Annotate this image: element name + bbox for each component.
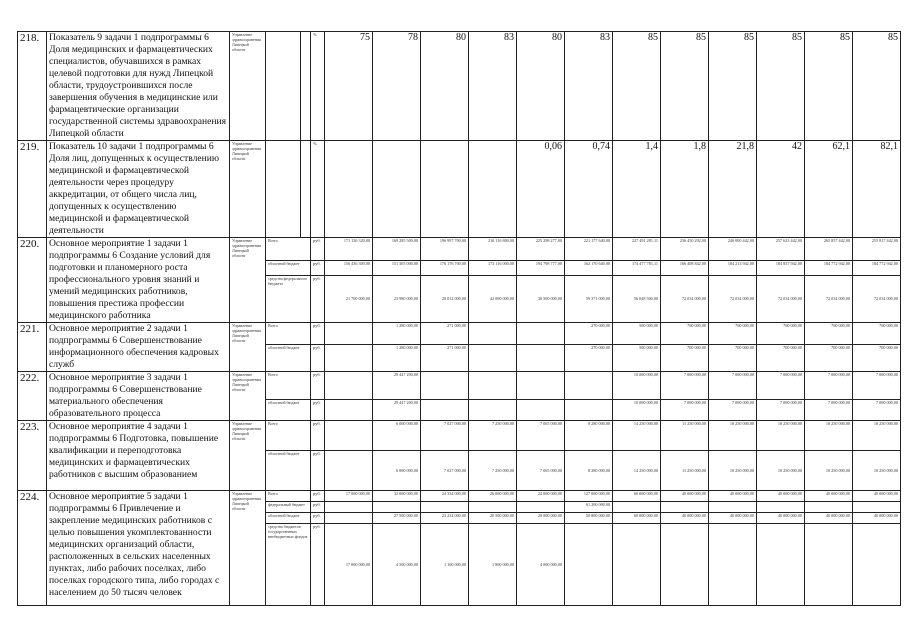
value-cell: 196 997 700,00: [421, 238, 469, 261]
unit-cell: руб.: [311, 502, 325, 513]
row-title: Основное мероприятие 1 задачи 1 подпрограммы 6 Создание условий для подготовки и планомерного роста профессионального уровня знаний и умений медицинских работников, повышения престижа профессии медицинского работника: [47, 238, 230, 323]
value-cell: 7 000 000,00: [709, 372, 757, 400]
value-cell: 72 034 000,00: [757, 275, 805, 322]
value-cell: 270 000,00: [565, 345, 613, 372]
value-cell: 221 177 640,00: [565, 238, 613, 261]
value-cell: 85: [853, 32, 901, 141]
source-cell: средства федерального бюджета: [266, 275, 311, 322]
value-cell: 24 000 000,00: [517, 491, 565, 502]
value-cell: [709, 502, 757, 513]
value-cell: 169 285 500,00: [373, 238, 421, 261]
value-cell: 80: [517, 32, 565, 141]
value-cell: 59 371 000,00: [565, 275, 613, 322]
value-cell: [325, 399, 373, 420]
unit-cell: руб.: [311, 372, 325, 400]
unit-cell: руб.: [311, 323, 325, 345]
value-cell: 255 817 442,00: [853, 238, 901, 261]
value-cell: 10 250 000,00: [853, 451, 901, 491]
value-cell: 42: [757, 141, 805, 238]
table-row: [18, 32, 901, 141]
value-cell: 10 250 000,00: [757, 421, 805, 451]
source-cell: областной бюджет: [266, 451, 311, 491]
value-cell: [373, 141, 421, 238]
unit-cell: руб.: [311, 238, 325, 261]
value-cell: 7 000 000,00: [661, 372, 709, 400]
value-cell: [325, 451, 373, 491]
value-cell: 0,74: [565, 141, 613, 238]
value-cell: 700 000,00: [661, 345, 709, 372]
value-cell: 72 034 000,00: [805, 275, 853, 322]
value-cell: 78: [373, 32, 421, 141]
spacer-cell: [301, 141, 311, 238]
value-cell: 32 000 000,00: [373, 491, 421, 502]
value-cell: [517, 345, 565, 372]
value-cell: 7 000 000,00: [805, 399, 853, 420]
row-number: 224.: [18, 491, 47, 606]
source-cell: Всего: [266, 491, 311, 502]
value-cell: [325, 372, 373, 400]
value-cell: 7 250 000,00: [469, 451, 517, 491]
value-cell: [661, 502, 709, 513]
unit-cell: руб.: [311, 345, 325, 372]
value-cell: 10 250 000,00: [757, 451, 805, 491]
value-cell: 7 000 000,00: [757, 399, 805, 420]
value-cell: 26 000 000,00: [469, 491, 517, 502]
source-cell: Всего: [266, 323, 311, 345]
row-number: 218.: [18, 32, 47, 141]
value-cell: 62,1: [805, 141, 853, 238]
value-cell: 11 250 000,00: [661, 451, 709, 491]
value-cell: 21 700 000,00: [325, 275, 373, 322]
unit-cell: руб.: [311, 451, 325, 491]
value-cell: 174 477 781,11: [613, 261, 661, 276]
value-cell: [325, 345, 373, 372]
value-cell: 40 000 000,00: [805, 513, 853, 524]
table-row: [18, 491, 901, 502]
value-cell: 29 447 200,00: [373, 372, 421, 400]
value-cell: 7 250 000,00: [469, 421, 517, 451]
table-row: [18, 372, 901, 400]
source-cell: Всего: [266, 372, 311, 400]
value-cell: 40 000 000,00: [709, 491, 757, 502]
value-cell: 7 065 000,00: [517, 451, 565, 491]
value-cell: 85: [613, 32, 661, 141]
value-cell: 7 000 000,00: [853, 372, 901, 400]
value-cell: [469, 323, 517, 345]
value-cell: 7 000 000,00: [853, 399, 901, 420]
executor-cell: Управление здравоохранения Липецкой области: [230, 372, 266, 421]
value-cell: [373, 502, 421, 513]
value-cell: 4 000 000,00: [517, 524, 565, 606]
value-cell: [325, 502, 373, 513]
value-cell: [853, 502, 901, 513]
value-cell: 40 000 000,00: [853, 513, 901, 524]
value-cell: 0,06: [517, 141, 565, 238]
row-title: Основное мероприятие 5 задачи 1 подпрограммы 6 Привлечение и закрепление медицинских работников с целью повышения укомплектованности медицинских организаций области, расположенных в сельских населенных пунктах, либо рабочих поселках, либо поселках городского типа, либо городах с населением до 50 тысяч человек: [47, 491, 230, 606]
value-cell: 257 623 442,00: [757, 238, 805, 261]
value-cell: 72 034 000,00: [709, 275, 757, 322]
value-cell: 184 213 942,00: [709, 261, 757, 276]
value-cell: 10 250 000,00: [709, 421, 757, 451]
value-cell: 271 000,00: [421, 345, 469, 372]
value-cell: [517, 502, 565, 513]
row-title: Основное мероприятие 3 задачи 1 подпрограммы 6 Совершенствование материального обеспечения образовательного процесса: [47, 372, 230, 421]
value-cell: [565, 399, 613, 420]
value-cell: 72 034 000,00: [661, 275, 709, 322]
row-number: 221.: [18, 323, 47, 372]
value-cell: [517, 372, 565, 400]
value-cell: 10 000 000,00: [613, 399, 661, 420]
value-cell: 21,8: [709, 141, 757, 238]
table-body: [18, 32, 901, 606]
value-cell: 271 000,00: [421, 323, 469, 345]
value-cell: 225 298 277,00: [517, 238, 565, 261]
value-cell: 246 000 442,00: [709, 238, 757, 261]
value-cell: 7 000 000,00: [709, 399, 757, 420]
value-cell: 1 100 000,00: [421, 524, 469, 606]
executor-cell: Управление здравоохранения Липецкой области: [230, 421, 266, 491]
value-cell: [565, 524, 613, 606]
value-cell: 14 250 000,00: [613, 421, 661, 451]
value-cell: [325, 141, 373, 238]
value-cell: [805, 524, 853, 606]
value-cell: [757, 502, 805, 513]
value-cell: 1 280 000,00: [373, 323, 421, 345]
value-cell: 85: [805, 32, 853, 141]
row-number: 223.: [18, 421, 47, 491]
value-cell: 23 234 000,00: [421, 513, 469, 524]
value-cell: 8 280 000,00: [565, 451, 613, 491]
value-cell: 20 012 000,00: [421, 275, 469, 322]
value-cell: 270 000,00: [565, 323, 613, 345]
table-row: [18, 141, 901, 238]
value-cell: 60 000 000,00: [613, 513, 661, 524]
value-cell: 700 000,00: [805, 323, 853, 345]
value-cell: 265 857 442,00: [805, 238, 853, 261]
value-cell: [469, 372, 517, 400]
source-cell: [266, 141, 301, 238]
value-cell: [757, 524, 805, 606]
value-cell: 7 027 000,00: [421, 421, 469, 451]
value-cell: 23 980 000,00: [373, 275, 421, 322]
value-cell: 40 000 000,00: [661, 513, 709, 524]
value-cell: 40 000 000,00: [853, 491, 901, 502]
value-cell: 17 000 000,00: [325, 491, 373, 502]
value-cell: 227 491 281,11: [613, 238, 661, 261]
source-cell: федеральный бюджет: [266, 502, 311, 513]
value-cell: 176 176 700,00: [421, 261, 469, 276]
table-row: [18, 323, 901, 345]
value-cell: [469, 502, 517, 513]
value-cell: 7 000 000,00: [757, 372, 805, 400]
value-cell: 29 447 200,00: [373, 399, 421, 420]
source-cell: областной бюджет: [266, 345, 311, 372]
value-cell: [805, 502, 853, 513]
value-cell: [325, 513, 373, 524]
value-cell: 171 136 320,00: [325, 238, 373, 261]
value-cell: 156 436 300,00: [325, 261, 373, 276]
value-cell: [709, 524, 757, 606]
value-cell: [517, 323, 565, 345]
value-cell: 166 408 842,00: [661, 261, 709, 276]
program-table: [17, 31, 901, 606]
executor-cell: Управление здравоохранения Липецкой области: [230, 238, 266, 323]
value-cell: 10 250 000,00: [709, 451, 757, 491]
value-cell: [853, 524, 901, 606]
value-cell: 1 800 000,00: [469, 524, 517, 606]
value-cell: 50 800 000,00: [565, 513, 613, 524]
value-cell: 40 000 000,00: [805, 491, 853, 502]
value-cell: 17 000 000,00: [325, 524, 373, 606]
value-cell: [517, 399, 565, 420]
value-cell: 60 000 000,00: [613, 491, 661, 502]
executor-cell: Управление здравоохранения Липецкой области: [230, 323, 266, 372]
value-cell: 1,4: [613, 141, 661, 238]
value-cell: 700 000,00: [709, 345, 757, 372]
value-cell: 184 772 942,00: [853, 261, 901, 276]
value-cell: 7 000 000,00: [805, 372, 853, 400]
unit-cell: руб.: [311, 399, 325, 420]
value-cell: 700 000,00: [853, 345, 901, 372]
table-row: [18, 238, 901, 261]
value-cell: 7 027 000,00: [421, 451, 469, 491]
value-cell: 151 305 000,00: [373, 261, 421, 276]
value-cell: 83: [469, 32, 517, 141]
executor-cell: Управление здравоохранения Липецкой области: [230, 141, 266, 238]
source-cell: областной бюджет: [266, 399, 311, 420]
value-cell: 20 500 000,00: [469, 513, 517, 524]
value-cell: 500 000,00: [613, 323, 661, 345]
value-cell: 10 000 000,00: [613, 372, 661, 400]
value-cell: 85: [709, 32, 757, 141]
value-cell: 82,1: [853, 141, 901, 238]
value-cell: 700 000,00: [661, 323, 709, 345]
value-cell: [325, 323, 373, 345]
unit-cell: руб.: [311, 491, 325, 502]
value-cell: 184 837 942,00: [757, 261, 805, 276]
value-cell: 10 250 000,00: [853, 421, 901, 451]
value-cell: 700 000,00: [805, 345, 853, 372]
source-cell: областной бюджет: [266, 261, 311, 276]
value-cell: [565, 372, 613, 400]
value-cell: 40 000 000,00: [757, 491, 805, 502]
executor-cell: Управление здравоохранения Липецкой области: [230, 32, 266, 141]
unit-cell: %: [311, 32, 325, 141]
value-cell: 85: [757, 32, 805, 141]
value-cell: [661, 524, 709, 606]
value-cell: 20 000 000,00: [517, 513, 565, 524]
unit-cell: руб.: [311, 421, 325, 451]
value-cell: 173 116 000,00: [469, 261, 517, 276]
unit-cell: руб.: [311, 261, 325, 276]
value-cell: 700 000,00: [757, 323, 805, 345]
value-cell: 40 000 000,00: [661, 491, 709, 502]
value-cell: 42 000 000,00: [469, 275, 517, 322]
source-cell: Всего: [266, 238, 311, 261]
value-cell: 8 280 000,00: [565, 421, 613, 451]
value-cell: [421, 372, 469, 400]
value-cell: 80: [421, 32, 469, 141]
row-title: Основное мероприятие 4 задачи 1 подпрограммы 6 Подготовка, повышение квалификации и переподготовка медицинских и фармацевтических работников с высшим образованием: [47, 421, 230, 491]
value-cell: 27 500 000,00: [373, 513, 421, 524]
row-number: 222.: [18, 372, 47, 421]
value-cell: 127 000 000,00: [565, 491, 613, 502]
value-cell: 1,8: [661, 141, 709, 238]
source-cell: Всего: [266, 421, 311, 451]
value-cell: 700 000,00: [757, 345, 805, 372]
spacer-cell: [301, 32, 311, 141]
value-cell: 24 334 000,00: [421, 491, 469, 502]
value-cell: 85: [661, 32, 709, 141]
value-cell: [469, 345, 517, 372]
value-cell: [469, 141, 517, 238]
value-cell: 11 250 000,00: [661, 421, 709, 451]
value-cell: 6 000 000,00: [373, 421, 421, 451]
value-cell: 56 048 500,00: [613, 275, 661, 322]
unit-cell: руб.: [311, 524, 325, 606]
value-cell: 700 000,00: [709, 323, 757, 345]
value-cell: 40 000 000,00: [709, 513, 757, 524]
value-cell: 83: [565, 32, 613, 141]
value-cell: 162 170 640,00: [565, 261, 613, 276]
unit-cell: %: [311, 141, 325, 238]
row-number: 220.: [18, 238, 47, 323]
value-cell: 75: [325, 32, 373, 141]
value-cell: 10 250 000,00: [805, 451, 853, 491]
value-cell: 236 450 292,00: [661, 238, 709, 261]
source-cell: средства бюджетов государственных внебюджетных фондов: [266, 524, 311, 606]
row-number: 219.: [18, 141, 47, 238]
source-cell: [266, 32, 301, 141]
row-title: Показатель 9 задачи 1 подпрограммы 6 Доля медицинских и фармацевтических специалистов, обучавшихся в рамках целевой подготовки для нужд Липецкой области, трудоустроившихся после завершения обучения в медицинские или фармацевтические организации государственной системы здравоохранения Липецкой области: [47, 32, 230, 141]
value-cell: [421, 141, 469, 238]
value-cell: 1 280 000,00: [373, 345, 421, 372]
unit-cell: руб.: [311, 275, 325, 322]
value-cell: 7 065 000,00: [517, 421, 565, 451]
value-cell: 4 500 000,00: [373, 524, 421, 606]
value-cell: [421, 502, 469, 513]
value-cell: 61 200 000,00: [565, 502, 613, 513]
value-cell: [613, 524, 661, 606]
value-cell: 184 772 942,00: [805, 261, 853, 276]
table-row: [18, 421, 901, 451]
value-cell: 72 034 000,00: [853, 275, 901, 322]
value-cell: 30 500 000,00: [517, 275, 565, 322]
value-cell: 40 000 000,00: [757, 513, 805, 524]
value-cell: [613, 502, 661, 513]
value-cell: [421, 399, 469, 420]
value-cell: 6 000 000,00: [373, 451, 421, 491]
value-cell: 7 000 000,00: [661, 399, 709, 420]
value-cell: [469, 399, 517, 420]
executor-cell: Управление здравоохранения Липецкой области: [230, 491, 266, 606]
source-cell: областной бюджет: [266, 513, 311, 524]
value-cell: 10 250 000,00: [805, 421, 853, 451]
value-cell: 194 798 777,00: [517, 261, 565, 276]
value-cell: 14 250 000,00: [613, 451, 661, 491]
row-title: Показатель 10 задачи 1 подпрограммы 6 Доля лиц, допущенных к осуществлению медицинской и фармацевтической деятельности через процедуру аккредитации, от общего числа лиц, допущенных к осуществлению медицинской и фармацевтической деятельности: [47, 141, 230, 238]
value-cell: [325, 421, 373, 451]
value-cell: 216 116 800,00: [469, 238, 517, 261]
value-cell: 500 000,00: [613, 345, 661, 372]
value-cell: 700 000,00: [853, 323, 901, 345]
unit-cell: руб.: [311, 513, 325, 524]
row-title: Основное мероприятие 2 задачи 1 подпрограммы 6 Совершенствование информационного обеспечения кадровых служб: [47, 323, 230, 372]
